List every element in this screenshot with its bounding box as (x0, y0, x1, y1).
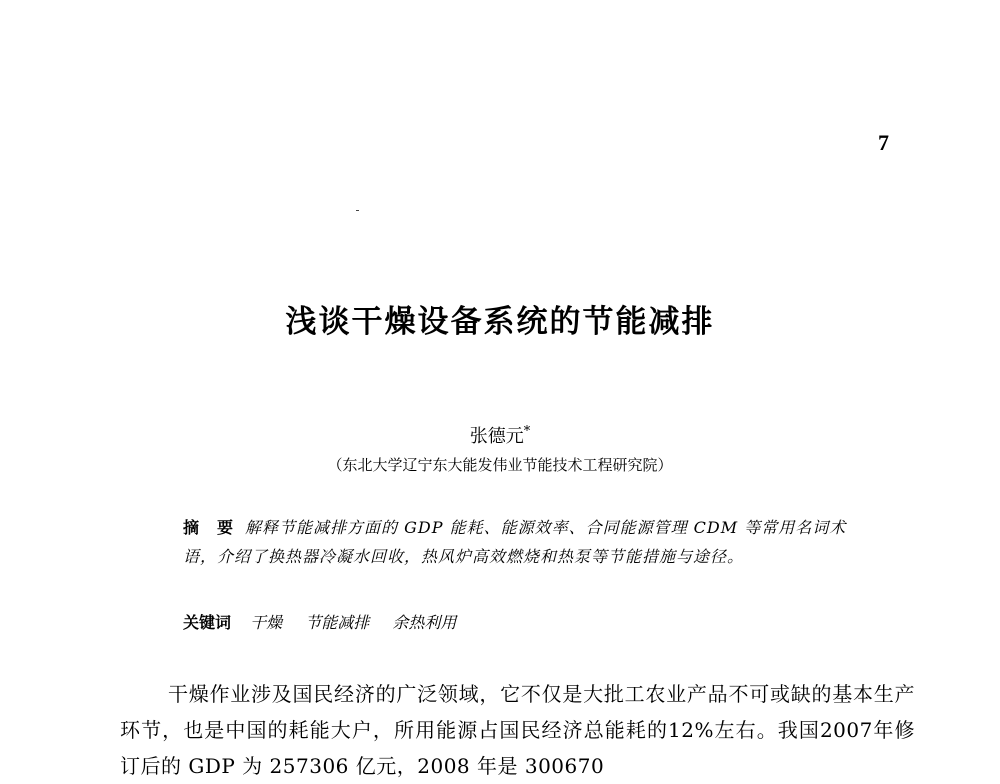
keyword-item: 节能减排 (305, 613, 370, 632)
abstract-label-left: 摘 (183, 518, 200, 537)
body-paragraph: 干燥作业涉及国民经济的广泛领域，它不仅是大批工农业产品不可或缺的基本生产环节，也是中国的耗能大户，所用能源占国民经济总能耗的12%左右。我国2007年修订后的 GDP 为 257306 亿元，2008 年是 300670 (120, 682, 915, 778)
author-footnote-mark: * (523, 424, 531, 439)
abstract-text: 解释节能减排方面的 GDP 能耗、能源效率、合同能源管理 CDM 等常用名词术语，介绍了换热器冷凝水回收，热风炉高效燃烧和热泵等节能措施与途径。 (183, 518, 847, 566)
keyword-item: 余热利用 (392, 613, 457, 632)
author-name: 张德元 (469, 426, 524, 447)
scan-speck (356, 210, 359, 211)
keyword-item: 干燥 (250, 613, 283, 632)
abstract-label-right: 要 (217, 518, 234, 537)
keywords (183, 610, 863, 636)
abstract (183, 513, 863, 571)
author-affiliation: （东北大学辽宁东大能发伟业节能技术工程研究院） (327, 456, 673, 474)
page-number: 7 (878, 130, 889, 155)
author-line (0, 420, 1000, 449)
keywords-label: 关键词 (183, 613, 232, 632)
abstract-label (183, 518, 233, 537)
paper-title: 浅谈干燥设备系统的节能减排 (285, 304, 715, 340)
